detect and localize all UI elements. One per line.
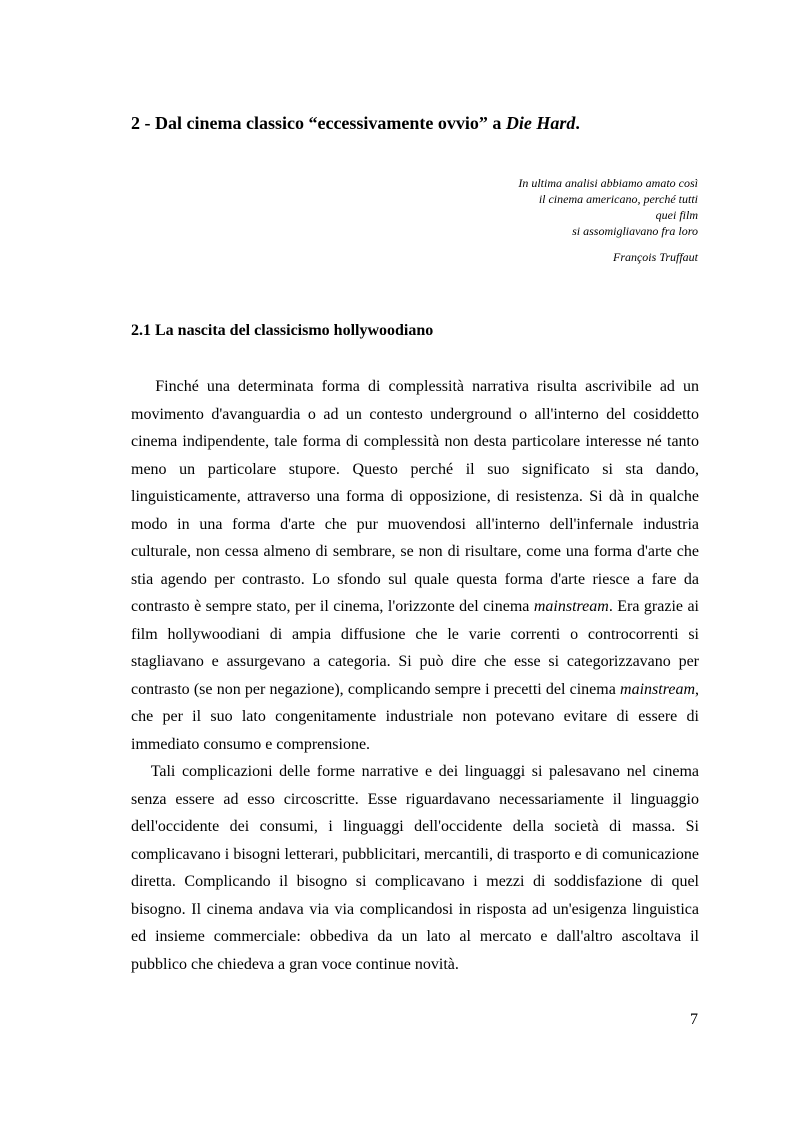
paragraph: [131, 373, 699, 758]
paragraph-italic: mainstream: [620, 680, 695, 698]
section-title: 2.1 La nascita del classicismo hollywoodiano: [131, 322, 434, 339]
paragraph-text: . Era grazie ai film hollywoodiani di ampia diffusione che le varie correnti o controcorrenti si stagliavano e assurgevano a categoria. Si può dire che esse si categorizzavano per contrasto (se non per negazione), complicando sempre i precetti del cinema: [131, 598, 700, 698]
paragraph-text: , che per il suo lato congenitamente industriale non potevano evitare di essere di immediato consumo e comprensione.: [131, 680, 699, 753]
paragraph-text: Finché una determinata forma di complessità narrativa risulta ascrivibile ad un movimento d'avanguardia o ad un contesto underground o all'interno del cosiddetto cinema indipendente, tale forma di complessità non desta particolare interesse né tanto meno un particolare stupore. Questo perché il suo significato si sta dando, linguisticamente, attraverso una forma di opposizione, di resistenza. Si dà in qualche modo in una forma d'arte che pur muovendosi all'interno dell'infernale industria culturale, non cessa almeno di sembrare, se non di risultare, come una forma d'arte che stia agendo per contrasto. Lo sfondo sul quale questa forma d'arte riesce a fare da contrasto è sempre stato, per il cinema, l'orizzonte del cinema: [131, 378, 700, 615]
page-number: 7: [690, 1011, 698, 1028]
epigraph-author: François Truffaut: [612, 250, 698, 264]
paragraph: [131, 758, 699, 978]
paragraph-text: Tali complicazioni delle forme narrative e dei linguaggi si palesavano nel cinema senza essere ad esso circoscritte. Esse riguardavano necessariamente il linguaggio dell'occidente dei consumi, i linguaggi dell'occidente della società di massa. Si complicavano i bisogni letterari, pubblicitari, mercantili, di trasporto e di comunicazione diretta. Complicando il bisogno si complicavano i mezzi di soddisfazione di quel bisogno. Il cinema andava via via complicandosi in risposta ad un'esigenza linguistica ed insieme commerciale: obbediva da un lato al mercato e dall'altro ascoltava il pubblico che chiedeva a gran voce continue novità.: [131, 763, 699, 973]
chapter-title-suffix: .: [575, 113, 580, 133]
chapter-title-italic: Die Hard: [505, 113, 576, 133]
chapter-title: [131, 113, 580, 134]
epigraph-line: quei film: [655, 208, 698, 222]
chapter-title-text: 2 - Dal cinema classico “eccessivamente ovvio” a: [131, 113, 506, 133]
epigraph-line: In ultima analisi abbiamo amato così: [518, 176, 698, 190]
paragraph-italic: mainstream: [533, 598, 609, 615]
body-text: [131, 373, 699, 978]
epigraph-line: il cinema americano, perché tutti: [538, 192, 698, 206]
epigraph: [518, 175, 698, 265]
epigraph-line: si assomigliavano fra loro: [572, 224, 698, 238]
